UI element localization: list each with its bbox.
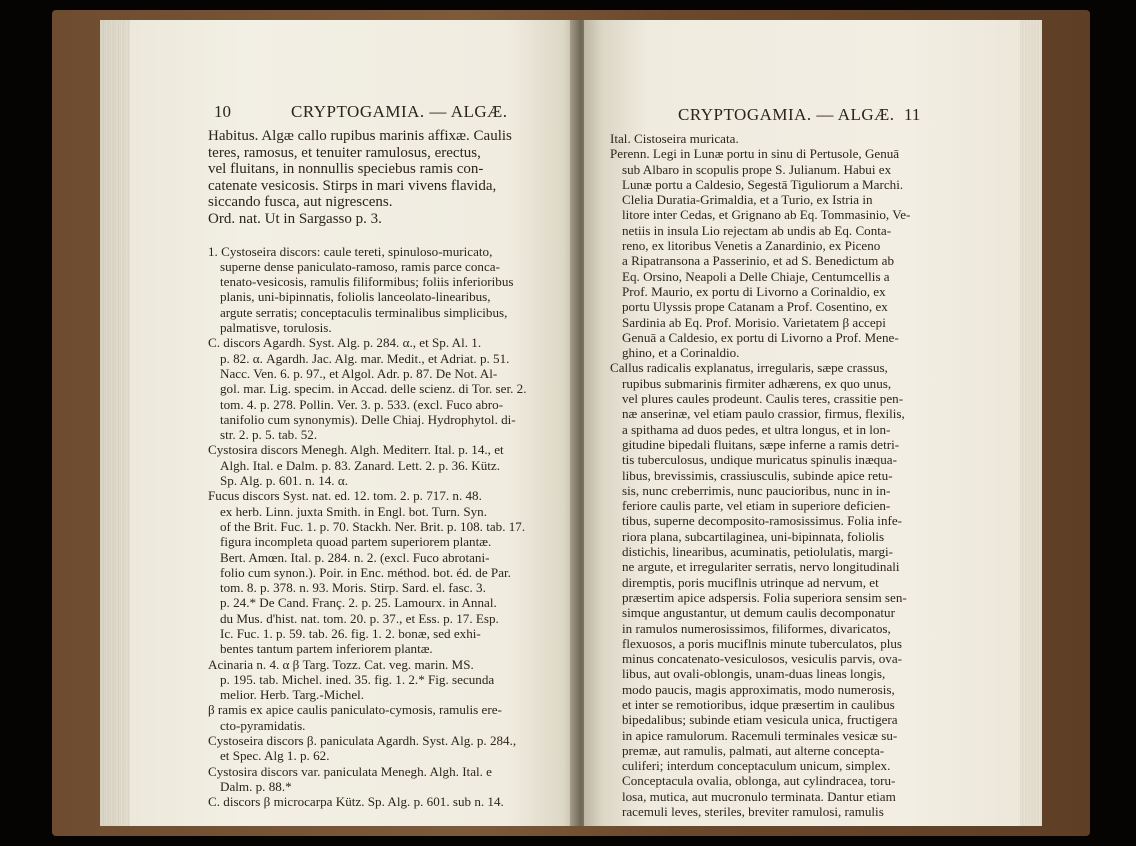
text-line: catenate vesicosis. Stirps in mari vivens flavida, (208, 177, 497, 194)
open-book (70, 14, 1072, 832)
text-line: gol. mar. Lig. specim. in Accad. delle scienz. di Tor. ser. 2. (220, 381, 527, 397)
text-line: tom. 4. p. 278. Pollin. Ver. 3. p. 533. (excl. Fuco abro- (220, 396, 504, 412)
text-line: vel plures caules prodeunt. Caulis teres, crassitie pen- (622, 391, 904, 407)
text-line: Perenn. Legi in Lunæ portu in sinu di Pertusole, Genuā (610, 146, 900, 162)
text-line: Lunæ portu a Caldesio, Segestā Tiguliorum a Marchi. (622, 176, 904, 192)
text-line: p. 82. α. Agardh. Jac. Alg. mar. Medit., et Adriat. p. 51. (220, 350, 510, 366)
right-page-header (614, 102, 992, 128)
text-line: libus, brevissimis, crassiusculis, subinde apice retu- (622, 467, 893, 483)
text-line: præsertim apice adspersis. Folia superiora sensim sen- (622, 589, 907, 605)
text-line: Callus radicalis explanatus, irregularis, sæpe crassus, (610, 360, 888, 376)
text-line: libus, aut ovali-oblongis, unam-duas lineas longis, (622, 666, 886, 682)
text-line: in apice ramulorum. Racemuli terminales vesicæ su- (622, 727, 898, 743)
right-running-title: CRYPTOGAMIA. — ALGÆ. (678, 105, 895, 124)
text-line: ne argute, et irregulariter serratis, nervo longitudinali (622, 559, 900, 575)
text-line: Sardinia ab Eq. Prof. Morisio. Varietatem β accepi (622, 314, 886, 330)
text-line: teres, ramosus, et tenuiter ramulosus, erectus, (208, 144, 481, 161)
text-line: Clelia Duratia-Grimaldia, et a Turio, ex Istria in (622, 192, 873, 208)
text-line: portu Ulyssis prope Catanam a Prof. Cosentino, ex (622, 299, 888, 315)
text-line: Genuā a Caldesio, ex portu di Livorno a Prof. Mene- (622, 329, 899, 345)
text-line: Nacc. Ven. 6. p. 97., et Algol. Adr. p. 87. De Not. Al- (220, 365, 498, 381)
text-line: str. 2. p. 5. tab. 52. (220, 427, 318, 443)
left-text-column (208, 128, 578, 810)
text-line: ex herb. Linn. juxta Smith. in Engl. bot. Turn. Syn. (220, 503, 487, 519)
text-line: Ord. nat. Ut in Sargasso p. 3. (208, 210, 382, 227)
text-line: Sp. Alg. p. 601. n. 14. α. (220, 473, 348, 489)
text-line: culiferi; interdum conceptaculum unicum, simplex. (622, 758, 891, 774)
text-line: næ anserinæ, vel etiam paulo crassior, firmus, flexilis, (622, 406, 905, 422)
text-line: Eq. Orsino, Neapoli a Delle Chiaje, Centumcellis a (622, 268, 890, 284)
right-page-number: 11 (904, 105, 921, 124)
text-line: simque angustantur, ut demum caulis decomponatur (622, 605, 895, 621)
text-line: a spithama ad duos pedes, et ultra longus, et in lon- (622, 421, 891, 437)
text-line: Algh. Ital. e Dalm. p. 83. Zanard. Lett. 2. p. 36. Kütz. (220, 457, 500, 473)
text-line: netiis in insula Lio rejectam ab undis ab Eq. Conta- (622, 222, 892, 238)
text-line: Ic. Fuc. 1. p. 59. tab. 26. fig. 1. 2. bonæ, sed exhi- (220, 625, 481, 641)
text-line: figura incompleta quoad partem superiorem plantæ. (220, 534, 492, 550)
text-line: bipedalibus; subinde etiam vesicula unica, fructigera (622, 712, 898, 728)
text-line: gitudine bipedali fluitans, sæpe inferne a ramis detri- (622, 436, 900, 452)
text-line: modo paucis, magis approximatis, modo numerosis, (622, 681, 895, 697)
text-line: C. discors β microcarpa Kütz. Sp. Alg. p. 601. sub n. 14. (208, 794, 504, 810)
text-line: tanifolio cum synonymis). Delle Chiaj. Hydrophytol. di- (220, 411, 516, 427)
text-line: Cystoseira discors β. paniculata Agardh. Syst. Alg. p. 284., (208, 733, 517, 749)
habitus-paragraph (208, 128, 578, 228)
text-line: tis tuberculosus, undique muricatus spinulis inæqua- (622, 452, 897, 468)
right-page (584, 20, 1042, 826)
text-line: superne dense paniculato-ramoso, ramis parce conca- (220, 258, 500, 274)
text-line: tibus, superne decomposito-ramosissimus. Folia infe- (622, 513, 903, 529)
text-line: premæ, aut ramulis, palmati, aut alterne concepta- (622, 742, 885, 758)
text-line: rupibus submarinis firmiter adhærens, ex quo unus, (622, 375, 892, 391)
text-line: palmatisve, torulosis. (220, 320, 332, 336)
text-line: Habitus. Algæ callo rupibus marinis affixæ. Caulis (208, 128, 512, 144)
text-line: Acinaria n. 4. α β Targ. Tozz. Cat. veg. marin. MS. (208, 656, 474, 672)
text-line: melior. Herb. Targ.-Michel. (220, 687, 365, 703)
text-line: β ramis ex apice caulis paniculato-cymosis, ramulis ere- (208, 702, 502, 718)
species-entry (208, 244, 578, 810)
text-line: distichis, linearibus, acuminatis, petiolulatis, margi- (622, 544, 894, 560)
text-line: minus concatenato-vesiculosos, vesiculis parvis, ova- (622, 651, 902, 667)
text-line: Dalm. p. 88.* (220, 778, 292, 794)
text-line: p. 24.* De Cand. Franç. 2. p. 25. Lamourx. in Annal. (220, 595, 497, 611)
text-line: Cystosira discors Menegh. Algh. Mediterr. Ital. p. 14., et (208, 442, 504, 458)
text-line: sis, nunc creberrimis, nunc paucioribus, nunc in in- (622, 482, 891, 498)
text-line: riora plana, subcartilaginea, uni-bipinnata, foliolis (622, 528, 885, 544)
text-line: Fucus discors Syst. nat. ed. 12. tom. 2. p. 717. n. 48. (208, 488, 482, 504)
text-line: litore inter Cedas, et Grignano ab Eq. Tommasinio, Ve- (622, 207, 911, 223)
text-line: C. discors Agardh. Syst. Alg. p. 284. α., et Sp. Al. 1. (208, 335, 482, 351)
text-line: 1. Cystoseira discors: caule tereti, spinuloso-muricato, (208, 243, 493, 259)
left-page-number: 10 (214, 102, 231, 121)
text-line: of the Brit. Fuc. 1. p. 70. Stackh. Ner. Brit. p. 108. tab. 17. (220, 518, 526, 534)
text-line: tom. 8. p. 378. n. 93. Moris. Stirp. Sard. el. fasc. 3. (220, 580, 486, 596)
text-line: planis, uni-bipinnatis, foliolis lanceolato-linearibus, (220, 289, 491, 305)
text-line: et inter se remotioribus, idque præsertim in caulibus (622, 696, 895, 712)
text-line: racemuli leves, steriles, breviter ramulosi, ramulis (622, 804, 884, 820)
text-line: vel fluitans, in nonnullis speciebus ramis con- (208, 161, 484, 178)
text-line: feriore caulis parte, vel etiam in superiore deficien- (622, 498, 891, 514)
text-line: et Spec. Alg 1. p. 62. (220, 748, 330, 764)
text-line: Ital. Cistoseira muricata. (610, 131, 739, 146)
text-line: folio cum synon.). Poir. in Enc. méthod. bot. éd. de Par. (220, 564, 511, 580)
text-line: reno, ex litoribus Venetis a Zanardinio, ex Piceno (622, 238, 881, 254)
text-line: sub Albaro in scopulis prope S. Julianum. Habui ex (622, 161, 892, 177)
left-page-header (206, 102, 578, 128)
text-line: siccando fusca, aut nigrescens. (208, 194, 393, 211)
right-text-column (610, 131, 1000, 819)
text-line: du Mus. d'hist. nat. tom. 20. p. 37., et Ess. p. 17. Esp. (220, 610, 499, 626)
text-line: tenato-vesicosis, ramulis filiformibus; foliis inferioribus (220, 274, 514, 290)
text-line: cto-pyramidatis. (220, 717, 306, 733)
text-line: argute serratis; conceptaculis terminalibus simplicibus, (220, 304, 508, 320)
text-line: flexuosos, a poris muciflnis minute tuberculatos, plus (622, 635, 903, 651)
text-line: Cystosira discors var. paniculata Menegh. Algh. Ital. e (208, 763, 492, 779)
text-line: in ramulos numerosissimos, filiformes, divaricatos, (622, 620, 891, 636)
text-line: a Ripatransona a Passerinio, et ad S. Benedictum ab (622, 253, 894, 269)
text-line: Bert. Amœn. Ital. p. 284. n. 2. (excl. Fuco abrotani- (220, 549, 490, 565)
text-line: diremptis, poris muciflnis utrinque ad nervum, et (622, 574, 879, 590)
text-line: Prof. Maurio, ex portu di Livorno a Corinaldio, ex (622, 283, 886, 299)
left-running-title: CRYPTOGAMIA. — ALGÆ. (291, 102, 508, 121)
text-line: bentes tantum partem inferiorem plantæ. (220, 641, 433, 657)
text-line: losa, mutica, aut mucronulo terminata. Dantur etiam (622, 788, 896, 804)
text-line: p. 195. tab. Michel. ined. 35. fig. 1. 2.* Fig. secunda (220, 671, 495, 687)
text-line: ghino, et a Corinaldio. (622, 345, 740, 361)
text-line: Conceptacula ovalia, oblonga, aut cylindracea, toru- (622, 773, 896, 789)
left-page (100, 20, 578, 826)
